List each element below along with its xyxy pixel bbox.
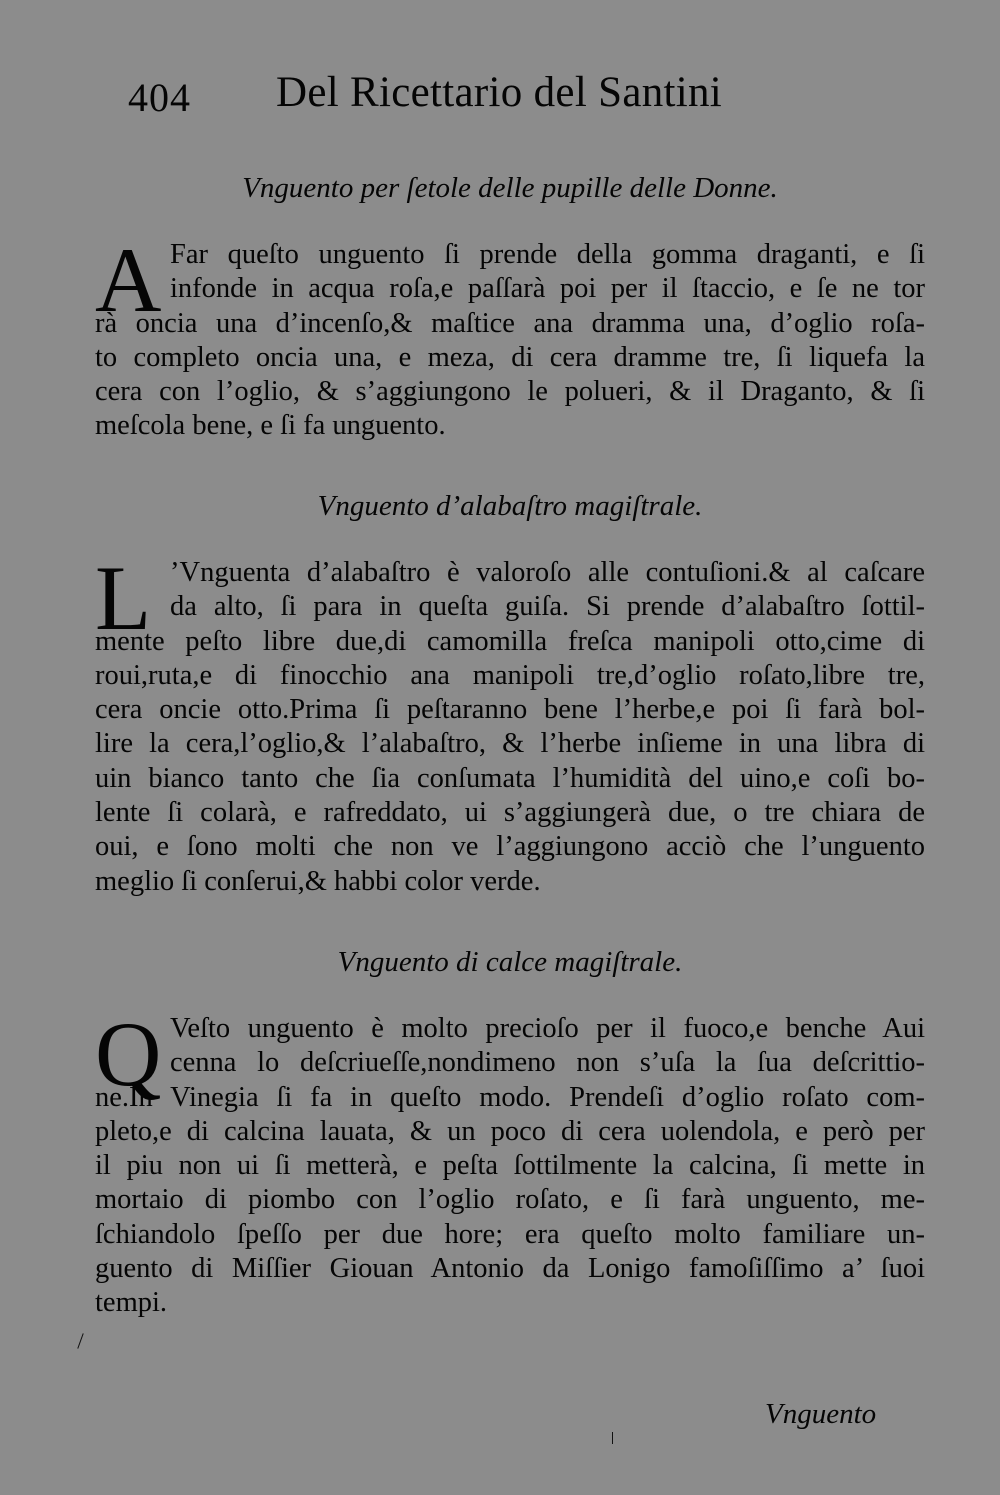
text-line: ſchiandolo ſpeſſo per due hore; era queſto molto familiare un- bbox=[95, 1218, 925, 1250]
text-line: guento di Miſſier Giouan Antonio da Lonigo famoſiſſimo a’ ſuoi bbox=[95, 1253, 925, 1285]
text-line: Veſto unguento è molto precioſo per il fuoco,e benche Aui bbox=[170, 1013, 925, 1044]
page-number: 404 bbox=[128, 75, 191, 120]
text-line: roui,ruta,e di finocchio ana manipoli tre,d’oglio roſato,libre tre, bbox=[95, 659, 925, 691]
stray-ink-mark bbox=[77, 1333, 83, 1348]
text-line: lente ſi colarà, e rafreddato, ui s’aggiungerà due, o tre chiara de bbox=[95, 797, 925, 829]
recipe-section-3 bbox=[95, 942, 925, 1321]
text-line: ’Vnguenta d’alabaſtro è valoroſo alle contuſioni.& al caſcare bbox=[170, 557, 925, 588]
text-line: da alto, ſi para in queſta guiſa. Si prende d’alabaſtro ſottil- bbox=[170, 591, 925, 623]
text-line: meſcola bene, e ſi fa unguento. bbox=[95, 410, 446, 442]
recipe-section-2 bbox=[95, 486, 925, 899]
recipe-heading: Vnguento di calce magiſtrale. bbox=[337, 946, 683, 978]
recipe-paragraph bbox=[95, 1003, 925, 1321]
text-line: rà oncia una d’incenſo,& maſtice ana dramma una, d’oglio roſa- bbox=[95, 307, 925, 339]
recipe-paragraph bbox=[95, 229, 925, 444]
text-line: to completo oncia una, e meza, di cera dramme tre, ſi liquefa la bbox=[95, 341, 925, 373]
text-line: mortaio di piombo con l’oglio roſato, e ſi farà unguento, me- bbox=[95, 1184, 925, 1216]
recipe-heading: Vnguento d’alabaſtro magiſtrale. bbox=[317, 490, 703, 522]
recipe-heading: Vnguento per ſetole delle pupille delle Donne. bbox=[242, 172, 778, 204]
drop-cap: A bbox=[95, 229, 162, 331]
recipe-paragraph bbox=[95, 547, 925, 899]
text-line: cera oncie otto.Prima ſi peſtaranno bene l’herbe,e poi ſi farà bol- bbox=[95, 694, 925, 726]
text-line: infonde in acqua roſa,e paſſarà poi per il ſtaccio, e ſe ne tor bbox=[170, 273, 925, 305]
text-line: uin bianco tanto che ſia conſumata l’humidità del uino,e coſi bo- bbox=[95, 762, 925, 794]
text-line: mente peſto libre due,di camomilla freſca manipoli otto,cime di bbox=[95, 625, 925, 657]
drop-cap: L bbox=[95, 547, 152, 649]
text-line: lire la cera,l’oglio,& l’alabaſtro, & l’herbe inſieme in una libra di bbox=[95, 728, 925, 760]
text-line: cenna lo deſcriueſſe,nondimeno non s’uſa la ſua deſcrittio- bbox=[170, 1047, 925, 1079]
text-line: meglio ſi conſerui,& habbi color verde. bbox=[95, 865, 541, 897]
text-line: tempi. bbox=[95, 1287, 168, 1319]
text-line: Far queſto unguento ſi prende della gomma draganti, e ſi bbox=[170, 239, 925, 270]
text-line: ne.In Vinegia ſi fa in queſto modo. Prendeſi d’oglio roſato com- bbox=[95, 1081, 925, 1113]
recipe-section-1 bbox=[95, 168, 925, 444]
text-line: pleto,e di calcina lauata, & un poco di cera uolendola, e però per bbox=[95, 1115, 925, 1147]
text-line: il piu non ui ſi metterà, e peſta ſottilmente la calcina, ſi mette in bbox=[95, 1150, 925, 1182]
text-line: cera con l’oglio, & s’aggiungono le polueri, & il Draganto, & ſi bbox=[95, 376, 925, 408]
running-head bbox=[128, 68, 768, 132]
stray-ink-mark bbox=[612, 1432, 613, 1444]
drop-cap: Q bbox=[95, 1003, 162, 1105]
running-title: Del Ricettario del Santini bbox=[276, 69, 723, 116]
catchword: Vnguento bbox=[765, 1398, 877, 1430]
text-line: oui, e ſono molti che non ve l’aggiungono acciò che l’unguento bbox=[95, 831, 925, 863]
